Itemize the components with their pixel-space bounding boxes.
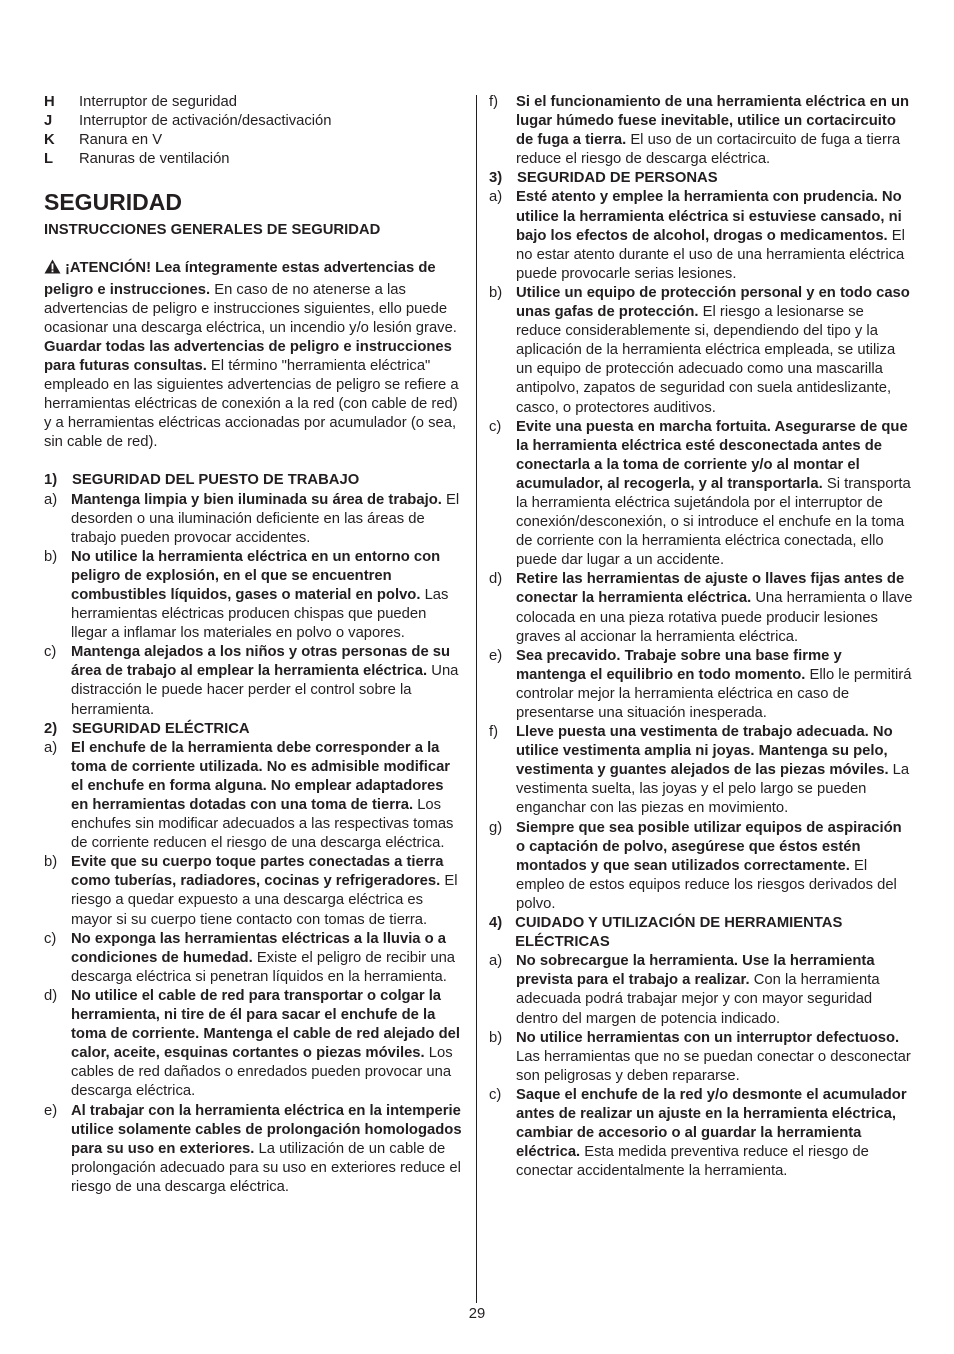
section-heading-text: SEGURIDAD DEL PUESTO DE TRABAJO (72, 472, 360, 489)
item-bold: Retire las herramientas de ajuste o llaves fijas antes de conectar la herramienta eléctrica. (516, 571, 905, 607)
left-column (44, 93, 464, 1197)
item-bold: Esté atento y emplee la herramienta con prudencia. No utilice la herramienta eléctrica si estuviese cansado, ni bajo los efectos de alcohol, drogas o medicamentos. (516, 189, 902, 244)
item-text: Las herramientas eléctricas producen chispas que pueden llegar a inflamar los materiales en polvo o vapores. (71, 586, 449, 642)
warning-text-2: El término "herramienta eléctrica" empleado en las siguientes advertencias de peligro se refiere a herramientas eléctricas de conexión a la red (con cable de red) y a herramientas eléctricas accionadas por acumulador (o sea, sin cable de red). (44, 357, 459, 451)
list-item (44, 930, 464, 987)
item-text: Si transporta la herramienta eléctrica sujetándola por el interruptor de conexión/desconexión, o si introduce el enchufe en la toma de corriente con la herramienta eléctrica conectada, ello puede dar lugar a un accidente. (516, 475, 911, 569)
list-item (44, 987, 464, 1102)
item-bold: No utilice la herramienta eléctrica en un entorno con peligro de explosión, en el que se encuentren combustibles líquidos, gases o material en polvo. (71, 548, 441, 603)
item-bold: Al trabajar con la herramienta eléctrica en la intemperie utilice solamente cables de prolongación homologados para su uso en exteriores. (71, 1102, 462, 1157)
item-text: Una distracción le puede hacer perder el control sobre la herramienta. (71, 663, 459, 718)
item-text: Con la herramienta adecuada podrá trabajar mejor y con mayor seguridad dentro del margen de potencia indicado. (516, 972, 880, 1027)
parts-legend (44, 93, 464, 169)
item-marker: g) (489, 819, 503, 836)
item-bold: No utilice herramientas con un interruptor defectuoso. (516, 1029, 900, 1046)
list-item (44, 491, 464, 548)
item-bold: Mantenga alejados a los niños y otras personas de su área de trabajo al emplear la herramienta eléctrica. (71, 644, 451, 680)
item-bold: No utilice el cable de red para transportar o colgar la herramienta, ni tire de él para sacar el enchufe de la toma de corriente. Mantenga el cable de red alejado del calor, aceite, esquinas cortantes o piezas móviles. (71, 987, 460, 1062)
item-bold: Saque el enchufe de la red y/o desmonte el acumulador antes de realizar un ajuste en la herramienta eléctrica, cambiar de accesorio o al guardar la herramienta eléctrica. (516, 1086, 907, 1161)
section-heading-text: SEGURIDAD ELÉCTRICA (72, 720, 250, 737)
page-number: 29 (468, 1306, 486, 1322)
item-bold: No sobrecargue la herramienta. Use la herramienta prevista para el trabajo a realizar. (516, 953, 875, 989)
warning-bold-1: ¡ATENCIÓN! Lea íntegramente estas advertencias de peligro e instrucciones. (44, 260, 436, 298)
item-text: Esta medida preventiva reduce el riesgo de conectar accidentalmente la herramienta. (516, 1144, 869, 1180)
item-bold: Si el funcionamiento de una herramienta eléctrica en un lugar húmedo fuese inevitable, utilice un cortacircuito de fuga a tierra. (516, 94, 910, 149)
item-text: Las herramientas que no se puedan conectar o desconectar son peligrosas y deben repararse. (516, 1048, 911, 1084)
item-text: La vestimenta suelta, las joyas y el pelo largo se pueden enganchar con las piezas en movimiento. (516, 762, 910, 817)
list-item (489, 647, 913, 723)
item-text: Ello le permitirá controlar mejor la herramienta eléctrica en caso de presentarse una situación inesperada. (516, 666, 912, 721)
section-heading (44, 720, 464, 739)
item-text: Una herramienta o llave colocada en una pieza rotativa puede producir lesiones graves al accionar la herramienta eléctrica. (516, 590, 913, 645)
warning-triangle-icon (44, 259, 61, 280)
item-marker: c) (44, 930, 57, 947)
item-bold: Sea precavido. Trabaje sobre una base firme y mantenga el equilibrio en todo momento. (516, 647, 842, 683)
list-item (489, 188, 913, 283)
item-marker: a) (489, 189, 503, 206)
list-item (44, 739, 464, 854)
column-divider (476, 95, 477, 1303)
legend-key: K (44, 132, 55, 149)
item-marker: b) (44, 548, 58, 565)
legend-row (44, 93, 464, 112)
list-item (489, 570, 913, 646)
item-marker: d) (44, 987, 58, 1004)
item-marker: a) (489, 953, 503, 970)
item-text: El uso de un cortacircuito de fuga a tierra reduce el riesgo de descarga eléctrica. (516, 132, 901, 168)
list-item (44, 548, 464, 643)
item-marker: c) (44, 644, 57, 661)
item-bold: Utilice un equipo de protección personal y en todo caso unas gafas de protección. (516, 284, 910, 321)
list-item (44, 643, 464, 719)
item-marker: b) (44, 854, 58, 871)
item-marker: c) (489, 1086, 502, 1103)
item-text: El riesgo a quedar expuesto a una descarga eléctrica es mayor si su cuerpo tiene contacto con tomas de tierra. (71, 873, 458, 928)
section-number: 2) (44, 720, 58, 737)
list-item (489, 819, 913, 914)
item-marker: a) (44, 739, 58, 756)
legend-text: Ranura en V (79, 132, 163, 149)
item-marker: c) (489, 418, 502, 435)
legend-key: L (44, 151, 54, 168)
legend-text: Interruptor de seguridad (79, 94, 237, 110)
warning-paragraph (44, 259, 464, 452)
item-marker: f) (489, 94, 499, 110)
legend-row (44, 131, 464, 150)
list-item (489, 418, 913, 571)
item-text: Existe el peligro de recibir una descarga eléctrica si penetran líquidos en la herramienta. (71, 949, 456, 985)
section-heading-text: CUIDADO Y UTILIZACIÓN DE HERRAMIENTAS ELÉCTRICAS (515, 915, 843, 951)
warning-text-1: En caso de no atenerse a las advertencias de peligro e instrucciones siguientes, ello puede ocasionar una descarga eléctrica, un incendio y/o lesión grave. (44, 281, 457, 336)
list-item (489, 93, 913, 169)
legend-text: Interruptor de activación/desactivación (79, 113, 332, 130)
item-text: El desorden o una iluminación deficiente en las áreas de trabajo pueden provocar accidentes. (71, 491, 460, 546)
legend-row (44, 150, 464, 169)
legend-row (44, 112, 464, 131)
list-item (489, 1029, 913, 1086)
item-bold: Lleve puesta una vestimenta de trabajo adecuada. No utilice vestimenta amplia ni joyas. Mantenga su pelo, vestimenta y guantes alejados de las piezas móviles. (516, 724, 893, 779)
warning-bold-2: Guardar todas las advertencias de peligro e instrucciones para futuras consultas. (44, 338, 452, 374)
legend-key: J (44, 113, 53, 130)
legend-text: Ranuras de ventilación (79, 151, 230, 168)
item-bold: No exponga las herramientas eléctricas a la lluvia o a condiciones de humedad. (71, 930, 447, 966)
section-title: SEGURIDAD (44, 189, 183, 216)
section-heading (489, 169, 913, 188)
legend-key: H (44, 94, 55, 110)
item-marker: e) (489, 647, 503, 664)
list-item (489, 952, 913, 1028)
list-item (489, 1086, 913, 1181)
item-bold: El enchufe de la herramienta debe corresponder a la toma de corriente utilizada. No es admisible modificar el enchufe en forma alguna. No emplear adaptadores en herramientas dotadas con una toma de tierra. (71, 739, 451, 813)
item-text: Los enchufes sin modificar adecuados a las respectivas tomas de corriente reducen el riesgo de una descarga eléctrica. (71, 797, 454, 852)
section-number: 4) (489, 915, 503, 932)
item-text: El riesgo a lesionarse se reduce considerablemente si, dependiendo del tipo y la aplicación de la herramienta eléctrica empleada, se utiliza un equipo de protección adecuado como una mascarilla antipolvo, zapatos de seguridad con suela antideslizante, casco, o protectores auditivos. (516, 304, 896, 416)
item-bold: Evite que su cuerpo toque partes conectadas a tierra como tuberías, radiadores, cocinas y refrigeradores. (71, 854, 444, 890)
right-column (489, 93, 913, 1181)
list-item (44, 853, 464, 929)
section-heading (44, 471, 464, 490)
item-marker: e) (44, 1102, 58, 1119)
item-bold: Mantenga limpia y bien iluminada su área de trabajo. (71, 491, 442, 508)
item-bold: Evite una puesta en marcha fortuita. Asegurarse de que la herramienta eléctrica esté desconectada antes de conectarla a la toma de corriente y/o al montar el acumulador, al recogerla, y al transportarla. (516, 418, 908, 492)
item-marker: b) (489, 284, 503, 301)
item-marker: b) (489, 1029, 503, 1046)
item-marker: f) (489, 724, 499, 741)
section-number: 3) (489, 170, 503, 187)
section-number: 1) (44, 472, 58, 489)
item-text: El no estar atento durante el uso de una herramienta eléctrica puede provocarle serias lesiones. (516, 227, 905, 282)
item-text: Los cables de red dañados o enredados pueden provocar una descarga eléctrica. (71, 1045, 453, 1100)
section-heading (489, 914, 913, 952)
section-subtitle: INSTRUCCIONES GENERALES DE SEGURIDAD (44, 222, 381, 239)
item-bold: Siempre que sea posible utilizar equipos de aspiración o captación de polvo, asegúrese que éstos estén montados y que sean utilizados correctamente. (516, 819, 902, 874)
list-item (489, 723, 913, 818)
item-marker: d) (489, 571, 503, 588)
list-item (489, 284, 913, 418)
item-text: El empleo de estos equipos reduce los riesgos derivados del polvo. (516, 857, 897, 912)
list-item (44, 1102, 464, 1197)
item-marker: a) (44, 491, 58, 508)
item-text: La utilización de un cable de prolongación adecuado para su uso en exteriores reduce el riesgo de una descarga eléctrica. (71, 1140, 461, 1195)
section-heading-text: SEGURIDAD DE PERSONAS (517, 170, 718, 187)
